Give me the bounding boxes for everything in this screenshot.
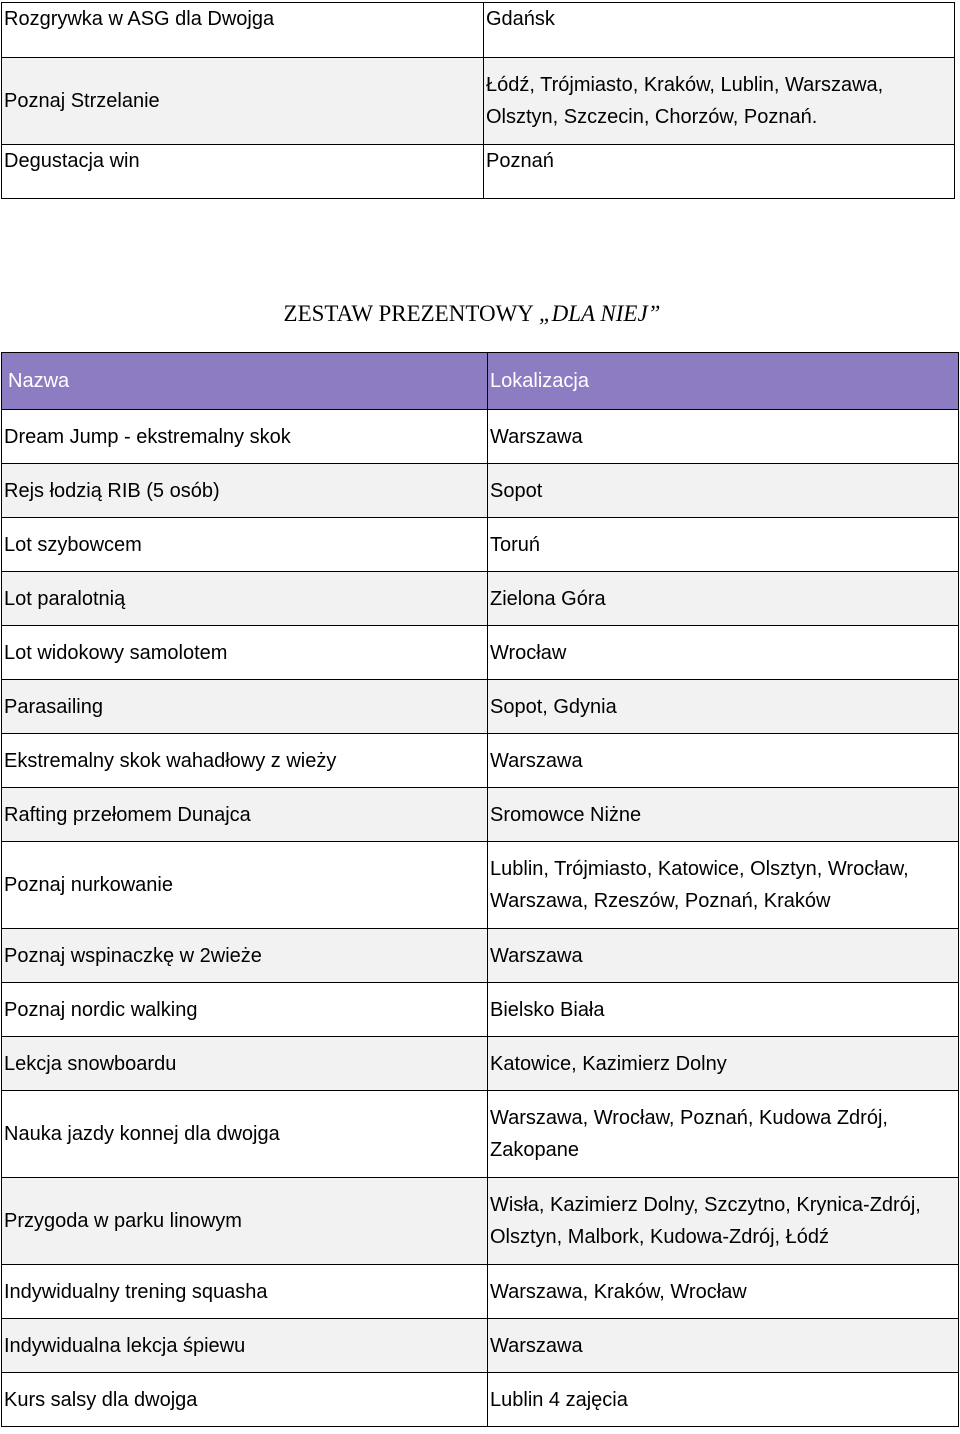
activity-name-cell: Parasailing: [2, 680, 488, 734]
section-title: [0, 297, 944, 331]
activity-name-cell: Lekcja snowboardu: [2, 1037, 488, 1091]
activity-name-cell: Przygoda w parku linowym: [2, 1178, 488, 1265]
activity-location-cell: Gdańsk: [484, 3, 955, 58]
column-header-name: Nazwa: [2, 353, 488, 410]
top-activities-table: [1, 2, 955, 199]
table-row: [2, 3, 955, 58]
activity-name-cell: Rozgrywka w ASG dla Dwojga: [2, 3, 484, 58]
table-row: [2, 929, 959, 983]
activity-name-cell: Lot widokowy samolotem: [2, 626, 488, 680]
table-row: [2, 1037, 959, 1091]
table-row: [2, 410, 959, 464]
activity-location-cell: Zielona Góra: [488, 572, 959, 626]
activity-location-cell: Sopot: [488, 464, 959, 518]
table-row: [2, 1373, 959, 1427]
gift-set-table: [1, 352, 959, 1427]
activity-location-cell: Sopot, Gdynia: [488, 680, 959, 734]
activity-name-cell: Kurs salsy dla dwojga: [2, 1373, 488, 1427]
activity-location-cell: Warszawa, Wrocław, Poznań, Kudowa Zdrój, Zakopane: [488, 1091, 959, 1178]
table-row: [2, 983, 959, 1037]
activity-name-cell: Rejs łodzią RIB (5 osób): [2, 464, 488, 518]
activity-name-cell: Indywidualna lekcja śpiewu: [2, 1319, 488, 1373]
activity-name-cell: Nauka jazdy konnej dla dwojga: [2, 1091, 488, 1178]
table-row: [2, 518, 959, 572]
activity-name-cell: Dream Jump - ekstremalny skok: [2, 410, 488, 464]
activity-location-cell: Lublin 4 zajęcia: [488, 1373, 959, 1427]
table-row: [2, 842, 959, 929]
table-row: [2, 1319, 959, 1373]
table-row: [2, 626, 959, 680]
activity-name-cell: Indywidualny trening squasha: [2, 1265, 488, 1319]
activity-location-cell: Poznań: [484, 145, 955, 199]
activity-location-cell: Warszawa: [488, 929, 959, 983]
activity-location-cell: Wisła, Kazimierz Dolny, Szczytno, Krynica-Zdrój, Olsztyn, Malbork, Kudowa-Zdrój, Łódź: [488, 1178, 959, 1265]
activity-name-cell: Poznaj nordic walking: [2, 983, 488, 1037]
activity-location-cell: Toruń: [488, 518, 959, 572]
table-row: [2, 464, 959, 518]
activity-location-cell: Łódź, Trójmiasto, Kraków, Lublin, Warszawa, Olsztyn, Szczecin, Chorzów, Poznań.: [484, 58, 955, 145]
activity-name-cell: Poznaj wspinaczkę w 2wieże: [2, 929, 488, 983]
activity-name-cell: Rafting przełomem Dunajca: [2, 788, 488, 842]
section-title-plain: ZESTAW PREZENTOWY: [283, 301, 539, 326]
table-row: [2, 58, 955, 145]
activity-name-cell: Ekstremalny skok wahadłowy z wieży: [2, 734, 488, 788]
activity-name-cell: Poznaj Strzelanie: [2, 58, 484, 145]
table-row: [2, 1091, 959, 1178]
activity-name-cell: Lot paralotnią: [2, 572, 488, 626]
activity-name-cell: Poznaj nurkowanie: [2, 842, 488, 929]
activity-location-cell: Lublin, Trójmiasto, Katowice, Olsztyn, Wrocław, Warszawa, Rzeszów, Poznań, Kraków: [488, 842, 959, 929]
table-row: [2, 788, 959, 842]
activity-location-cell: Warszawa: [488, 410, 959, 464]
activity-location-cell: Sromowce Niżne: [488, 788, 959, 842]
table-row: [2, 734, 959, 788]
activity-name-cell: Degustacja win: [2, 145, 484, 199]
activity-name-cell: Lot szybowcem: [2, 518, 488, 572]
table-row: [2, 145, 955, 199]
activity-location-cell: Katowice, Kazimierz Dolny: [488, 1037, 959, 1091]
activity-location-cell: Warszawa: [488, 734, 959, 788]
column-header-location: Lokalizacja: [488, 353, 959, 410]
activity-location-cell: Bielsko Biała: [488, 983, 959, 1037]
activity-location-cell: Warszawa, Kraków, Wrocław: [488, 1265, 959, 1319]
table-row: [2, 1178, 959, 1265]
section-title-italic: „DLA NIEJ”: [538, 301, 661, 326]
activity-location-cell: Wrocław: [488, 626, 959, 680]
table-row: [2, 1265, 959, 1319]
table-row: [2, 680, 959, 734]
table-row: [2, 572, 959, 626]
table-header-row: [2, 353, 959, 410]
activity-location-cell: Warszawa: [488, 1319, 959, 1373]
